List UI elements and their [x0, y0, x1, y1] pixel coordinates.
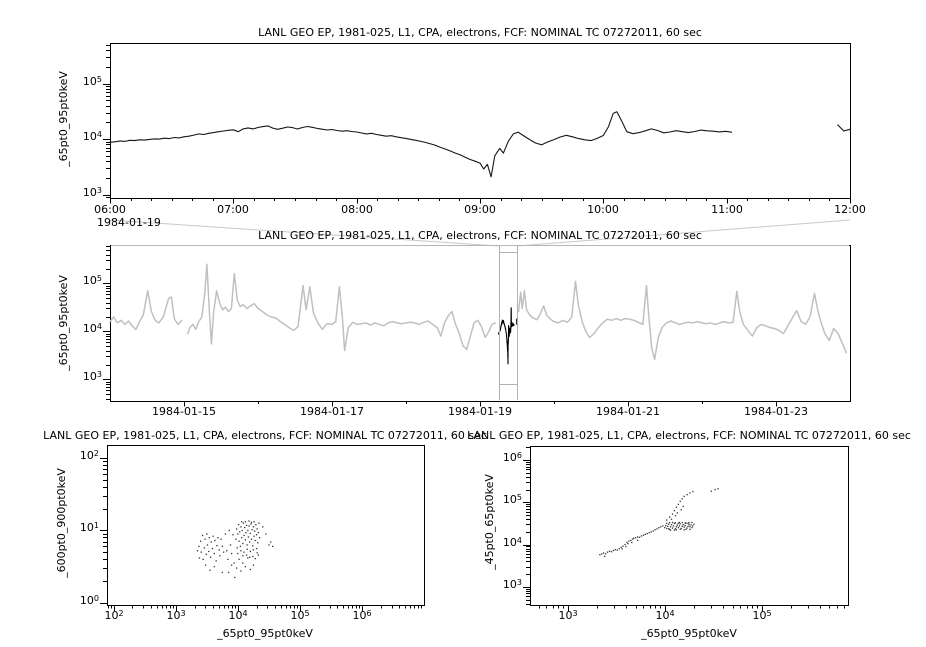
plot3-points — [197, 520, 273, 578]
plot1-y-tick-label: $10^3$ — [82, 186, 102, 199]
plot2-series-line — [110, 291, 182, 330]
plot1-x-tick-label: 11:00 — [711, 203, 743, 216]
plot1-x-tick-label: 09:00 — [464, 203, 496, 216]
plot3-area[interactable] — [108, 446, 425, 606]
plot1-x-tick-label: 07:00 — [217, 203, 249, 216]
plot2-series-line — [519, 281, 847, 359]
plot2-x-tick-label: 1984-01-19 — [448, 405, 512, 418]
plot3-y-tick-label: $10^2$ — [79, 449, 99, 462]
plot4-x-tick-label: $10^3$ — [558, 609, 578, 622]
plot1-x-tick-label: 12:00 — [834, 203, 866, 216]
plot4-points — [599, 488, 719, 557]
plot1-title: LANL GEO EP, 1981-025, L1, CPA, electrons, FCF: NOMINAL TC 07272011, 60 sec — [258, 26, 702, 39]
plot2-y-axis-label: _65pt0_95pt0keV — [57, 275, 70, 371]
plot2-series-line — [188, 264, 496, 350]
plot1-area[interactable] — [111, 44, 851, 199]
plot3-x-tick-label: $10^5$ — [290, 609, 310, 622]
plot4-x-axis-label: _65pt0_95pt0keV — [641, 627, 737, 640]
plot3-title: LANL GEO EP, 1981-025, L1, CPA, electrons, FCF: NOMINAL TC 07272011, 60 sec — [43, 429, 487, 442]
plot3-y-axis-label: _600pt0_900pt0keV — [55, 468, 68, 578]
plot3-x-axis-label: _65pt0_95pt0keV — [217, 627, 313, 640]
plot3-x-tick-label: $10^2$ — [104, 609, 124, 622]
plot4-y-tick-label: $10^3$ — [502, 578, 522, 591]
plot2-y-tick-label: $10^5$ — [82, 274, 102, 287]
plot3-x-tick-label: $10^4$ — [228, 609, 248, 622]
plot4-scatter[interactable] — [523, 447, 849, 612]
plot1-series-line — [838, 125, 850, 131]
plot4-area[interactable] — [531, 447, 849, 606]
plot4-y-tick-label: $10^6$ — [502, 451, 522, 464]
plot1-x-tick-label: 08:00 — [341, 203, 373, 216]
plot2-title: LANL GEO EP, 1981-025, L1, CPA, electrons, FCF: NOMINAL TC 07272011, 60 sec — [258, 229, 702, 242]
plot1-x-tick-label: 06:00 — [94, 203, 126, 216]
plot2-x-tick-label: 1984-01-17 — [300, 405, 364, 418]
plot1-series-line — [110, 112, 732, 177]
plot2-x-tick-label: 1984-01-21 — [596, 405, 660, 418]
plot2-y-tick-label: $10^4$ — [82, 322, 102, 335]
plot3-x-tick-label: $10^3$ — [166, 609, 186, 622]
plot3-x-tick-label: $10^6$ — [352, 609, 372, 622]
plot1-x-axis-date-label: 1984-01-19 — [97, 216, 161, 229]
plot3-y-tick-label: $10^1$ — [79, 521, 99, 534]
plot2-highlight-line — [499, 308, 515, 364]
plot2-x-tick-label: 1984-01-23 — [744, 405, 808, 418]
plot2-context-overview[interactable] — [103, 246, 851, 407]
plot2-x-tick-label: 1984-01-15 — [152, 405, 216, 418]
plot4-y-tick-label: $10^4$ — [502, 536, 522, 549]
plot4-x-tick-label: $10^5$ — [752, 609, 772, 622]
plot1-top-timeseries[interactable] — [103, 44, 851, 204]
plot2-y-tick-label: $10^3$ — [82, 370, 102, 383]
plot4-x-tick-label: $10^4$ — [655, 609, 675, 622]
plot1-y-tick-label: $10^4$ — [82, 130, 102, 143]
plot4-title: LANL GEO EP, 1981-025, L1, CPA, electrons, FCF: NOMINAL TC 07272011, 60 sec — [467, 429, 911, 442]
plot3-scatter[interactable] — [100, 446, 425, 612]
plot4-y-tick-label: $10^5$ — [502, 493, 522, 506]
plot1-y-tick-label: $10^5$ — [82, 75, 102, 88]
plot3-y-tick-label: $10^0$ — [79, 594, 99, 607]
plot4-y-axis-label: _45pt0_65pt0keV — [483, 474, 496, 570]
plot1-x-tick-label: 10:00 — [587, 203, 619, 216]
plot1-y-axis-label: _65pt0_95pt0keV — [57, 71, 70, 167]
